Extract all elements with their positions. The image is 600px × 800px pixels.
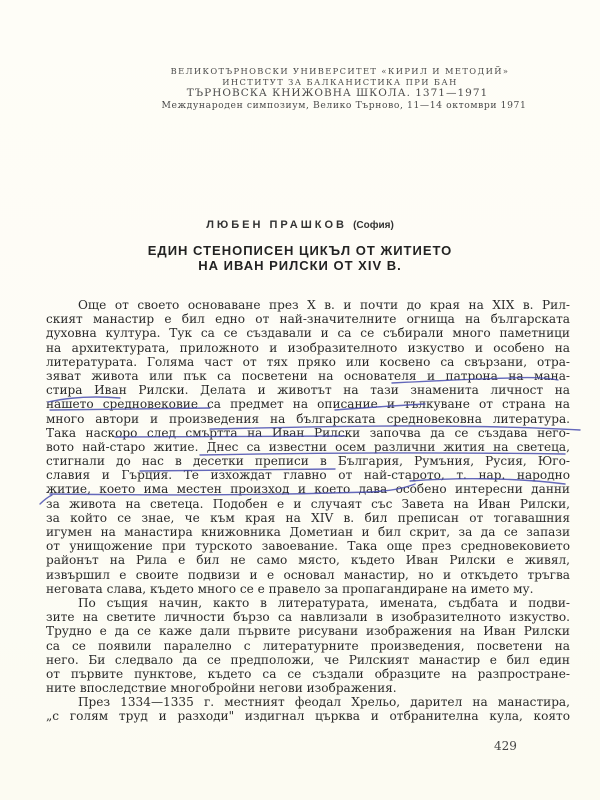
text-line: на архитектурата, приложното и изобразителното изкуство и особено на bbox=[46, 340, 570, 355]
text-line: нашето средновековие са предмет на описание и тълкуване от страна на bbox=[46, 397, 570, 412]
author-name: ЛЮБЕН ПРАШКОВ bbox=[206, 219, 347, 231]
text-line: ните впоследствие многобройни негови изображения. bbox=[46, 681, 397, 696]
text-line: „с голям труд и разходи" издигнал църква и отбранителна кула, която bbox=[46, 709, 570, 724]
author-affiliation: (София) bbox=[353, 220, 394, 231]
text-line: ският манастир е бил едно от най-значителните огнища на българската bbox=[46, 312, 570, 327]
text-line: славия и Гърция. Те изхождат главно от най-старото, т. нар. народно bbox=[46, 468, 570, 483]
text-line: духовна култура. Тук са се създавали и са се събирали много паметници bbox=[46, 326, 570, 341]
text-line: житие, което има местен произход и което дава особено интересни данни bbox=[46, 482, 570, 497]
article-title bbox=[0, 243, 600, 273]
text-line: за живота на светеца. Подобен е и случаят със Завета на Иван Рилски, bbox=[46, 496, 570, 511]
text-line: неговата слава, където много се е правело за пропагандиране на името му. bbox=[46, 581, 534, 596]
text-line: него. Би следвало да се предположи, че Рилският манастир е бил един bbox=[46, 652, 570, 667]
text-line: стира Иван Рилски. Делата и животът на тази знаменита личност на bbox=[46, 383, 570, 398]
text-line: вото най-старо житие. Днес са известни осем различни жития на светеца, bbox=[46, 439, 570, 454]
text-line: районът на Рила е бил не само място, където Иван Рилски е живял, bbox=[46, 553, 570, 568]
text-line: за който се знае, че към края на XIV в. бил преписан от тогавашния bbox=[46, 510, 570, 525]
text-line: зите на светите личности бързо са навлизали в изобразителното изкуство. bbox=[46, 610, 570, 625]
text-line: Още от своето основаване през X в. и почти до края на XIX в. Рил- bbox=[78, 298, 570, 312]
text-line: По същия начин, както в литературата, имената, съдбата и подви- bbox=[78, 595, 570, 610]
header-university: ВЕЛИКОТЪРНОВСКИ УНИВЕРСИТЕТ «КИРИЛ И МЕТОДИЙ» bbox=[170, 66, 510, 76]
publication-header bbox=[0, 66, 600, 112]
header-series-title: ТЪРНОВСКА КНИЖОВНА ШКОЛА. 1371—1971 bbox=[186, 87, 489, 99]
text-line: През 1334—1335 г. местният феодал Хрельо, дарител на манастира, bbox=[78, 695, 570, 710]
text-line: много автори и произведения на българската средновековна литература. bbox=[46, 411, 570, 426]
text-line: зяват живота или пък са посветени на основателя и патрона на мана- bbox=[46, 368, 570, 383]
header-institute: ИНСТИТУТ ЗА БАЛКАНИСТИКА ПРИ БАН bbox=[222, 77, 458, 87]
title-line-2: НА ИВАН РИЛСКИ ОТ XIV В. bbox=[198, 258, 402, 273]
text-line: от първите пунктове, където са се създали образците на разпростране- bbox=[46, 666, 570, 681]
text-line: са се появили паралелно с литературните произведения, посветени на bbox=[46, 638, 570, 653]
header-symposium: Международен симпозиум, Велико Търново, 11—14 октомври 1971 bbox=[161, 100, 527, 111]
text-line: литературата. Голяма част от тях пряко или косвено са свързани, отра- bbox=[46, 354, 570, 369]
text-line: извършил е своите подвизи и е основал манастир, но и откъдето тръгва bbox=[46, 567, 570, 582]
text-line: игумен на манастира книжовника Дометиан и бил скрит, за да се запази bbox=[46, 525, 570, 539]
title-line-1: ЕДИН СТЕНОПИСЕН ЦИКЪЛ ОТ ЖИТИЕТО bbox=[147, 243, 453, 258]
text-line: Трудно е да се каже дали първите рисувани изображения на Иван Рилски bbox=[46, 624, 570, 639]
page-number: 429 bbox=[494, 739, 517, 753]
article-body bbox=[46, 298, 570, 724]
author-line bbox=[0, 219, 600, 231]
text-line: от унищожение при турското завоевание. Така още през средновековието bbox=[46, 539, 570, 554]
text-line: Така наскоро след смъртта на Иван Рилски започва да се създава него- bbox=[46, 425, 570, 440]
text-line: стигнали до нас в десетки преписи в България, Румъния, Русия, Юго- bbox=[46, 454, 570, 469]
